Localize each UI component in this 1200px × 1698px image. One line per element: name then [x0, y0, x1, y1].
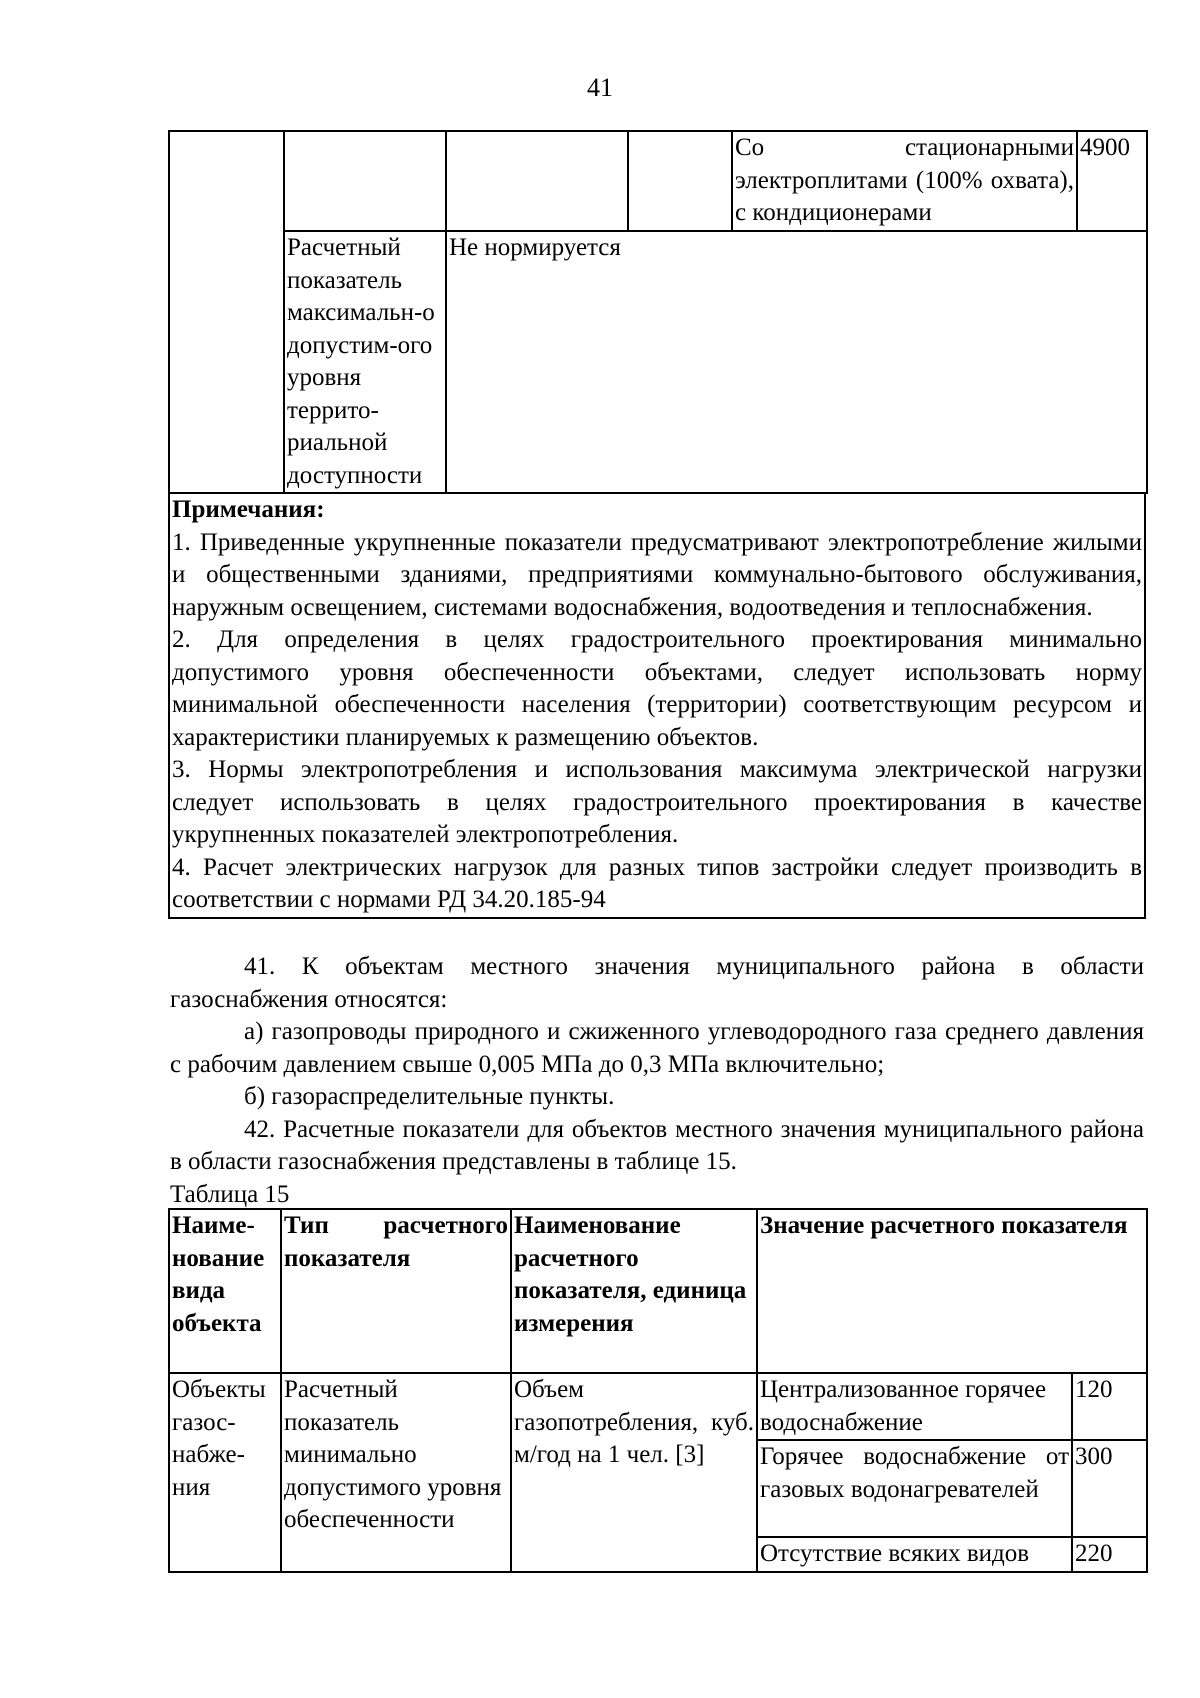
not-normalized-value: Не нормируется — [446, 231, 1147, 493]
paragraph-a: а) газопроводы природного и сжиженного углеводородного газа среднего давления с рабочим давлением свыше 0,005 МПа до 0,3 МПа включительно; — [170, 1018, 1144, 1078]
indicator-name-cell: Объем газопотребления, куб. м/год на 1 чел. [3] — [511, 1373, 757, 1572]
page-number: 41 — [587, 73, 613, 102]
empty-cell — [446, 131, 628, 231]
indicator-type-accessibility: Расчетный показатель максимальн-о допустим-ого уровня террито-риальной доступности — [284, 231, 446, 493]
consumption-description: Со стационарными электроплитами (100% охвата), с кондиционерами — [732, 131, 1077, 231]
table-row-value: 220 — [1072, 1537, 1147, 1572]
empty-object-cell — [169, 131, 284, 493]
object-type-cell: Объекты газос-набже-ния — [169, 1373, 281, 1572]
table-15 — [168, 1208, 1148, 1573]
table-row-desc: Централизованное горячее водоснабжение — [757, 1373, 1072, 1440]
table-row-desc: Отсутствие всяких видов — [757, 1537, 1072, 1572]
notes-box — [168, 492, 1146, 919]
empty-cell — [628, 131, 732, 231]
consumption-value: 4900 — [1077, 131, 1147, 231]
note-4: 4. Расчет электрических нагрузок для разных типов застройки следует производить в соответствии с нормами РД 34.20.185-94 — [172, 853, 1142, 913]
electricity-table-continuation — [168, 130, 1148, 494]
header-name: Наименование расчетного показателя, единица измерения — [511, 1209, 757, 1373]
table-row-value: 300 — [1072, 1440, 1147, 1537]
paragraph-42: 42. Расчетные показатели для объектов местного значения муниципального района в области газоснабжения представлены в таблице 15. — [170, 1115, 1144, 1175]
empty-cell — [284, 131, 446, 231]
header-type: Тип расчетного показателя — [281, 1209, 511, 1373]
paragraph-41: 41. К объектам местного значения муниципального района в области газоснабжения относятся: — [170, 953, 1144, 1013]
note-3: 3. Нормы электропотребления и использования максимума электрической нагрузки следует использовать в целях градостроительного проектирования в качестве укрупненных показателей электропотребления. — [172, 756, 1142, 848]
note-1: 1. Приведенные укрупненные показатели предусматривают электропотребление жилыми и общественными зданиями, предприятиями коммунально-бытового обслуживания, наружным освещением, системами водоснабжения, водоотведения и теплоснабжения. — [172, 528, 1142, 621]
table-caption: Таблица 15 — [170, 1180, 290, 1208]
header-value: Значение расчетного показателя — [757, 1209, 1147, 1373]
notes-title: Примечания: — [172, 496, 325, 523]
table-row-value: 120 — [1072, 1373, 1147, 1440]
paragraph-b: б) газораспределительные пункты. — [244, 1083, 615, 1110]
body-text — [170, 951, 1144, 1211]
indicator-type-cell: Расчетный показатель минимально допустимого уровня обеспеченности — [281, 1373, 511, 1572]
note-2: 2. Для определения в целях градостроительного проектирования минимально допустимого уровня обеспеченности объектами, следует использовать норму минимальной обеспеченности населения (территории) соответствующим ресурсом и характеристики планируемых к размещению объектов. — [172, 626, 1142, 751]
header-object: Наиме-нование вида объекта — [169, 1209, 281, 1373]
table-row-desc: Горячее водоснабжение от газовых водонагревателей — [757, 1440, 1072, 1537]
